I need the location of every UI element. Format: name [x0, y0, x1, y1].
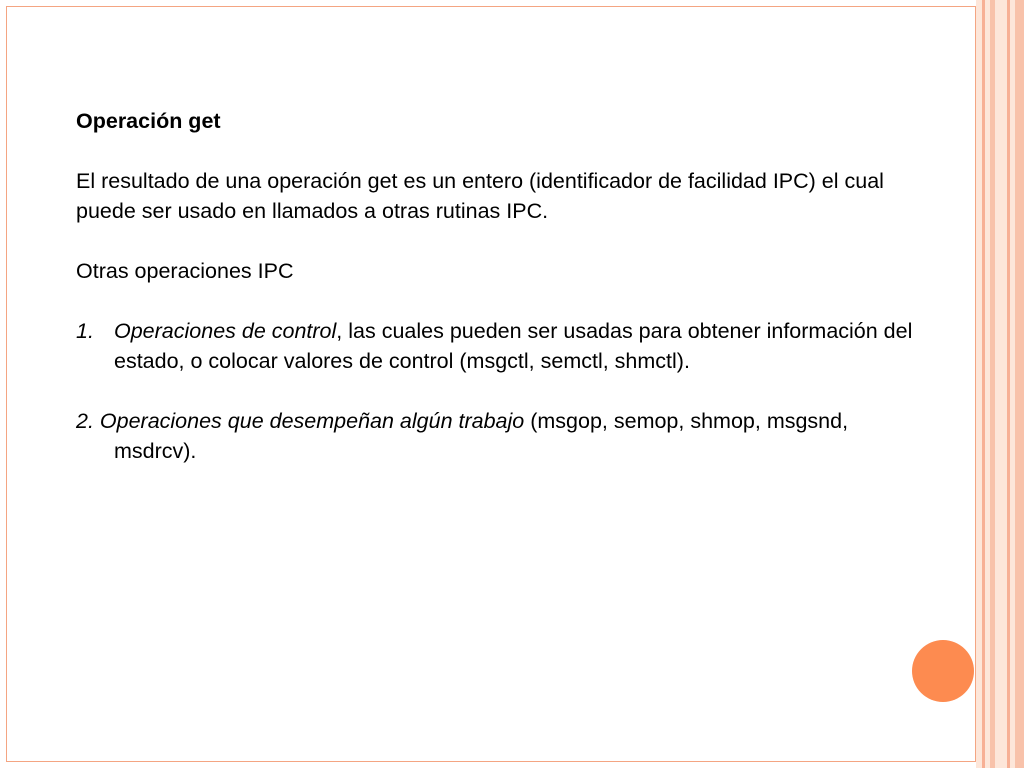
list-item-text: (msgop, semop, shmop, msgsnd, msdrcv). [114, 409, 849, 463]
list-item-text: , las cuales pueden ser usadas para obtener información del estado, o colocar valores de control (msgctl, semctl, shmctl). [114, 319, 913, 373]
list-item [76, 316, 916, 376]
list-item-emphasis: 2. Operaciones que desempeñan algún trabajo [76, 409, 525, 433]
body-paragraph: El resultado de una operación get es un entero (identificador de facilidad IPC) el cual puede ser usado en llamados a otras rutinas IPC. [76, 169, 884, 223]
decorative-stripe [1015, 0, 1024, 768]
list-item [76, 406, 916, 466]
list-item-body [114, 316, 916, 376]
list-item-emphasis: Operaciones de control [114, 319, 337, 343]
spacer [76, 376, 916, 406]
spacer [76, 226, 916, 256]
body-paragraph: Otras operaciones IPC [76, 259, 294, 283]
slide-heading: Operación get [76, 109, 221, 133]
accent-circle [912, 640, 974, 702]
list-item-number: 1. [76, 319, 94, 343]
spacer [76, 286, 916, 316]
decorative-stripe [995, 0, 1007, 768]
slide-content [76, 106, 916, 466]
spacer [76, 136, 916, 166]
